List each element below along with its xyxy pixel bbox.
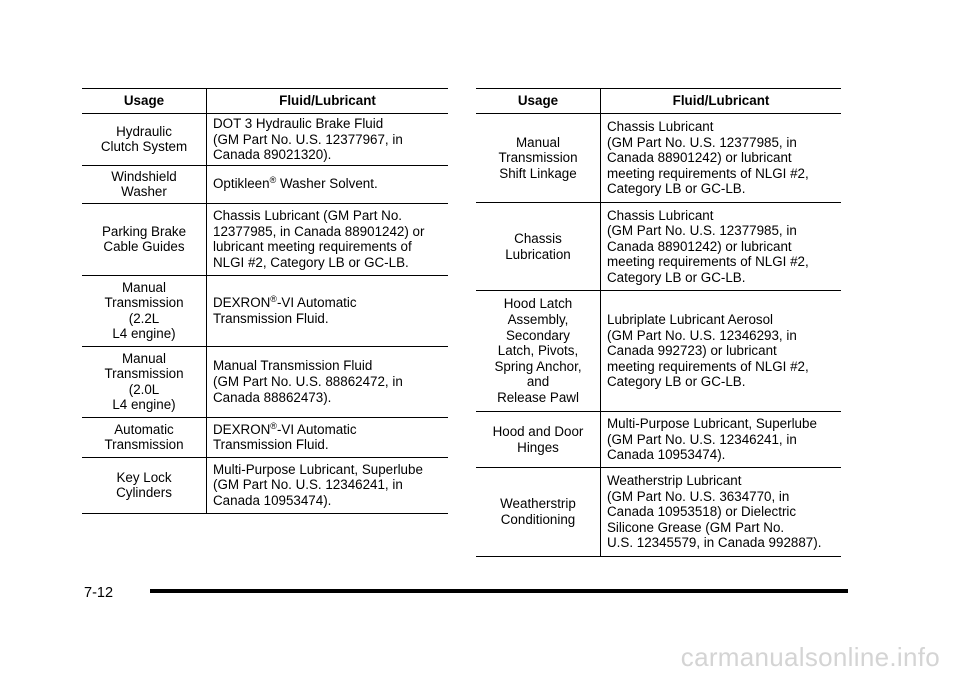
fluid-line: (GM Part No. U.S. 12346241, in bbox=[213, 477, 403, 493]
fluid-line: -VI Automatic bbox=[276, 421, 357, 437]
usage-line: Hood and Door bbox=[492, 423, 584, 439]
fluid-cell bbox=[207, 346, 449, 417]
fluid-line: (GM Part No. U.S. 12377985, in bbox=[607, 223, 797, 239]
usage-cell bbox=[82, 165, 207, 203]
usage-line: Chassis bbox=[514, 230, 562, 246]
fluid-line: meeting requirements of NLGI #2, bbox=[607, 254, 809, 270]
fluid-line: (GM Part No. U.S. 3634770, in bbox=[607, 488, 790, 504]
registered-mark: ® bbox=[270, 420, 277, 431]
watermark: carmanualsonline.info bbox=[680, 642, 940, 672]
fluid-line: Category LB or GC-LB. bbox=[607, 181, 746, 197]
fluid-line: Canada 992723) or lubricant bbox=[607, 343, 777, 359]
fluid-line: Manual Transmission Fluid bbox=[213, 358, 373, 374]
fluid-line: (GM Part No. U.S. 12346293, in bbox=[607, 327, 797, 343]
usage-line: Manual bbox=[122, 350, 166, 366]
fluid-cell bbox=[207, 457, 449, 513]
table-row bbox=[82, 114, 448, 166]
fluid-line: Optikleen bbox=[213, 176, 270, 192]
fluid-line: U.S. 12345579, in Canada 992887). bbox=[607, 535, 822, 551]
usage-line: Secondary bbox=[505, 327, 571, 343]
usage-cell bbox=[82, 114, 207, 166]
usage-line: Assembly, bbox=[507, 312, 569, 328]
table-row bbox=[476, 203, 841, 291]
fluid-line: Canada 88901242) or lubricant bbox=[607, 150, 792, 166]
usage-cell bbox=[476, 114, 601, 203]
fluid-lubricant-table-left bbox=[82, 88, 448, 514]
fluid-line: Multi-Purpose Lubricant, Superlube bbox=[607, 416, 817, 432]
table-row bbox=[82, 165, 448, 203]
usage-line: (2.2L bbox=[128, 310, 160, 326]
table-row bbox=[82, 417, 448, 457]
fluid-line: Silicone Grease (GM Part No. bbox=[607, 519, 785, 535]
fluid-line: (GM Part No. U.S. 12377985, in bbox=[607, 134, 797, 150]
table-row bbox=[476, 468, 841, 557]
usage-cell bbox=[82, 346, 207, 417]
page-number: 7-12 bbox=[84, 585, 114, 601]
table-row bbox=[82, 203, 448, 275]
usage-cell bbox=[82, 203, 207, 275]
fluid-line: Canada 10953518) or Dielectric bbox=[607, 504, 797, 520]
fluid-line: Canada 88901242) or lubricant bbox=[607, 238, 792, 254]
fluid-line: NLGI #2, Category LB or GC-LB. bbox=[213, 254, 409, 270]
usage-line: Transmission bbox=[498, 150, 578, 166]
usage-line: Clutch System bbox=[100, 139, 188, 155]
usage-column-header: Usage bbox=[82, 89, 207, 114]
usage-line: L4 engine) bbox=[112, 326, 176, 342]
footer-rule bbox=[150, 589, 848, 593]
table-row bbox=[476, 412, 841, 468]
fluid-line: (GM Part No. U.S. 12377967, in bbox=[213, 131, 403, 147]
fluid-line: Transmission Fluid. bbox=[213, 437, 329, 453]
fluid-column-header: Fluid/Lubricant bbox=[207, 89, 449, 114]
fluid-line: Chassis Lubricant bbox=[607, 207, 714, 223]
registered-mark: ® bbox=[269, 175, 277, 186]
fluid-column-header: Fluid/Lubricant bbox=[601, 89, 842, 114]
fluid-line: meeting requirements of NLGI #2, bbox=[607, 358, 809, 374]
fluid-line: Canada 89021320). bbox=[213, 147, 332, 163]
usage-line: Transmission bbox=[104, 366, 184, 382]
fluid-line: DOT 3 Hydraulic Brake Fluid bbox=[213, 116, 384, 131]
fluid-line: Chassis Lubricant (GM Part No. bbox=[213, 208, 403, 224]
usage-column-header: Usage bbox=[476, 89, 601, 114]
usage-line: Windshield bbox=[111, 168, 177, 184]
usage-line: Cable Guides bbox=[103, 239, 185, 255]
usage-line: Release Pawl bbox=[497, 389, 579, 405]
usage-cell bbox=[476, 468, 601, 557]
fluid-cell bbox=[601, 291, 842, 412]
fluid-line: Canada 10953474). bbox=[607, 447, 726, 463]
usage-line: Washer bbox=[121, 184, 167, 200]
fluid-cell bbox=[601, 114, 842, 203]
usage-line: Cylinders bbox=[116, 485, 172, 501]
usage-line: Lubrication bbox=[505, 246, 571, 262]
usage-line: Transmission bbox=[104, 295, 184, 311]
usage-line: Conditioning bbox=[500, 512, 576, 527]
fluid-line: 12377985, in Canada 88901242) or bbox=[213, 223, 425, 239]
usage-line: Manual bbox=[516, 134, 560, 150]
fluid-line: (GM Part No. U.S. 12346241, in bbox=[607, 431, 797, 447]
usage-line: Latch, Pivots, bbox=[497, 343, 579, 359]
fluid-line: Washer Solvent. bbox=[276, 176, 378, 192]
usage-cell bbox=[82, 275, 207, 346]
usage-cell bbox=[476, 203, 601, 291]
usage-cell bbox=[476, 291, 601, 412]
fluid-cell bbox=[601, 203, 842, 291]
fluid-line: Canada 10953474). bbox=[213, 493, 332, 509]
usage-line: Hinges bbox=[517, 439, 559, 455]
fluid-line: lubricant meeting requirements of bbox=[213, 239, 412, 255]
usage-cell bbox=[82, 417, 207, 457]
table-row bbox=[82, 457, 448, 513]
fluid-lubricant-table-right bbox=[476, 88, 841, 557]
fluid-cell bbox=[207, 114, 449, 166]
table-row bbox=[82, 346, 448, 417]
usage-cell bbox=[476, 412, 601, 468]
table-header-row bbox=[476, 89, 841, 114]
usage-line: Manual bbox=[122, 279, 166, 295]
fluid-line: Transmission Fluid. bbox=[213, 310, 329, 326]
usage-line: Hood Latch bbox=[503, 296, 573, 312]
usage-line: and bbox=[526, 374, 550, 390]
usage-line: Spring Anchor, bbox=[494, 358, 582, 374]
fluid-line: Category LB or GC-LB. bbox=[607, 374, 746, 390]
table-row bbox=[476, 291, 841, 412]
usage-line: (2.0L bbox=[128, 381, 160, 397]
usage-line: Shift Linkage bbox=[499, 165, 577, 181]
usage-line: L4 engine) bbox=[112, 397, 176, 413]
fluid-cell bbox=[207, 275, 449, 346]
registered-mark: ® bbox=[270, 294, 277, 305]
table-row bbox=[82, 275, 448, 346]
fluid-cell bbox=[207, 203, 449, 275]
usage-line: Parking Brake bbox=[101, 223, 187, 239]
usage-line: Key Lock bbox=[116, 469, 172, 485]
table-header-row bbox=[82, 89, 448, 114]
fluid-line: Weatherstrip Lubricant bbox=[607, 473, 742, 489]
fluid-line: -VI Automatic bbox=[276, 295, 357, 311]
usage-line: Transmission bbox=[104, 437, 184, 453]
fluid-line: meeting requirements of NLGI #2, bbox=[607, 165, 809, 181]
usage-line: Automatic bbox=[114, 421, 174, 437]
fluid-line: Multi-Purpose Lubricant, Superlube bbox=[213, 461, 423, 477]
usage-cell bbox=[82, 457, 207, 513]
fluid-line: (GM Part No. U.S. 88862472, in bbox=[213, 373, 403, 389]
usage-line: Weatherstrip bbox=[500, 496, 576, 512]
fluid-line: Lubriplate Lubricant Aerosol bbox=[607, 312, 774, 328]
fluid-cell bbox=[207, 417, 449, 457]
fluid-cell bbox=[207, 165, 449, 203]
fluid-line: DEXRON bbox=[213, 421, 271, 437]
fluid-line: Category LB or GC-LB. bbox=[607, 269, 746, 285]
fluid-cell bbox=[601, 412, 842, 468]
table-row bbox=[476, 114, 841, 203]
usage-line: Hydraulic bbox=[116, 123, 172, 139]
fluid-line: Chassis Lubricant bbox=[607, 119, 714, 135]
fluid-cell bbox=[601, 468, 842, 557]
fluid-line: DEXRON bbox=[213, 295, 271, 311]
fluid-line: Canada 88862473). bbox=[213, 389, 332, 405]
